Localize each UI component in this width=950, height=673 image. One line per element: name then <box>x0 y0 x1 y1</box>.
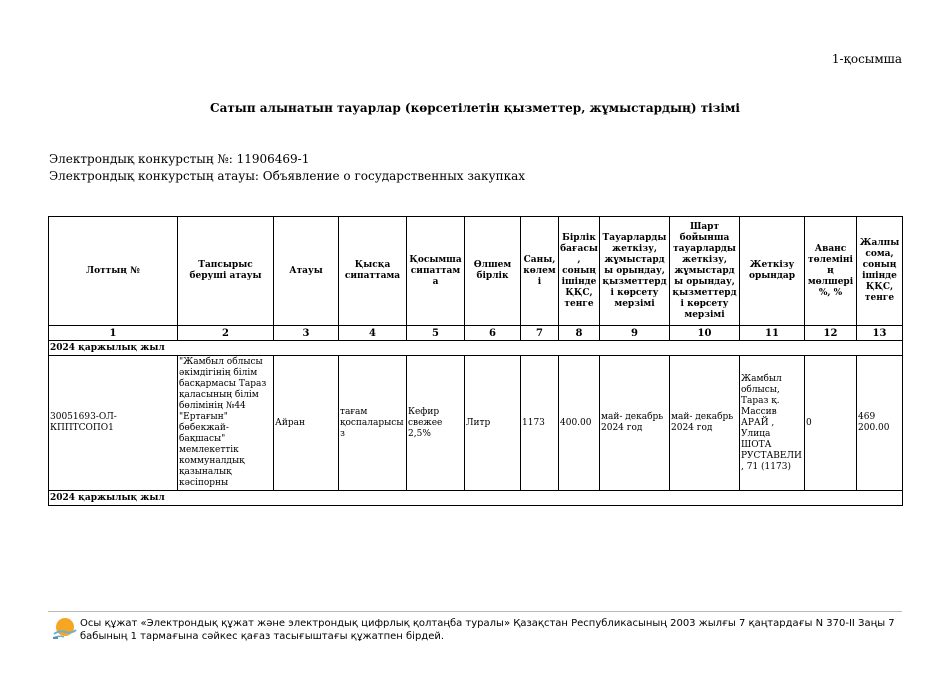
column-number-row <box>49 326 903 341</box>
header-cell: Шарт бойынша тауарларды жеткізу, жұмыстарды орындау, қызметтерді көрсету мерзімі <box>670 217 740 326</box>
total-cell: 469 200.00 <box>857 356 903 491</box>
column-number: 13 <box>857 326 903 341</box>
extra-description-cell: Кефир свежее 2,5% <box>407 356 465 491</box>
customer-cell: "Жамбыл облысы әкімдігінің білім басқармасы Тараз қаласының білім бөлімінің №44 "Ертағын" бөбекжай-бақшасы" мемлекеттік коммуналдық қазыналық кәсіпорны <box>178 356 274 491</box>
fiscal-year-label: 2024 қаржылық жыл <box>49 491 903 506</box>
quantity-cell: 1173 <box>521 356 559 491</box>
lots-table <box>48 216 903 506</box>
header-cell: Тапсырыс беруші атауы <box>178 217 274 326</box>
table-row <box>49 356 903 491</box>
column-number: 2 <box>178 326 274 341</box>
column-number: 8 <box>559 326 600 341</box>
tender-name: Электрондық конкурстың атауы: Объявление о государственных закупках <box>49 169 526 183</box>
column-number: 5 <box>407 326 465 341</box>
delivery-term-cell: май- декабрь 2024 год <box>600 356 670 491</box>
column-number: 3 <box>274 326 339 341</box>
document-title: Сатып алынатын тауарлар (көрсетілетін қызметтер, жұмыстардың) тізімі <box>210 101 740 115</box>
header-cell: Қысқа сипаттама <box>339 217 407 326</box>
header-cell: Саны, көлемі <box>521 217 559 326</box>
item-name-cell: Айран <box>274 356 339 491</box>
footer-divider <box>48 611 902 612</box>
column-number: 12 <box>805 326 857 341</box>
delivery-place-cell: Жамбыл облысы, Тараз қ. Массив АРАЙ , Улица ШОТА РУСТАВЕЛИ, 71 (1173) <box>740 356 805 491</box>
fiscal-year-row <box>49 491 903 506</box>
header-cell: Қосымша сипаттама <box>407 217 465 326</box>
column-number: 11 <box>740 326 805 341</box>
column-number: 9 <box>600 326 670 341</box>
fiscal-year-row <box>49 341 903 356</box>
column-number: 6 <box>465 326 521 341</box>
column-number: 1 <box>49 326 178 341</box>
fiscal-year-label: 2024 қаржылық жыл <box>49 341 903 356</box>
advance-cell: 0 <box>805 356 857 491</box>
appendix-label: 1-қосымша <box>831 52 902 66</box>
header-cell: Атауы <box>274 217 339 326</box>
header-cell: Бірлік бағасы, соның ішінде ҚҚС, тенге <box>559 217 600 326</box>
tender-number: Электрондық конкурстың №: 11906469-1 <box>49 152 310 166</box>
column-number: 7 <box>521 326 559 341</box>
header-cell: Өлшем бірлік <box>465 217 521 326</box>
header-cell: Лоттың № <box>49 217 178 326</box>
header-cell: Аванс төлемінің мөлшері %, % <box>805 217 857 326</box>
header-row <box>49 217 903 326</box>
header-cell: Тауарларды жеткізу, жұмыстарды орындау, қызметтерді көрсету мерзімі <box>600 217 670 326</box>
unit-cell: Литр <box>465 356 521 491</box>
lot-number-cell: 30051693-ОЛ-КППТСОПО1 <box>49 356 178 491</box>
contract-term-cell: май- декабрь 2024 год <box>670 356 740 491</box>
short-description-cell: тағам қоспаларысыз <box>339 356 407 491</box>
legal-footer-note: Осы құжат «Электрондық құжат және электрондық цифрлық қолтаңба туралы» Қазақстан Республикасының 2003 жылғы 7 қаңтардағы N 370-II Заңы 7 бабының 1 тармағына сәйкес қағаз тасығыштағы құжатпен бірдей. <box>80 618 895 642</box>
unit-price-cell: 400.00 <box>559 356 600 491</box>
column-number: 4 <box>339 326 407 341</box>
header-cell: Жеткізу орындар <box>740 217 805 326</box>
e-signature-seal-icon <box>51 616 77 642</box>
column-number: 10 <box>670 326 740 341</box>
header-cell: Жалпы сома, соның ішінде ҚҚС, тенге <box>857 217 903 326</box>
